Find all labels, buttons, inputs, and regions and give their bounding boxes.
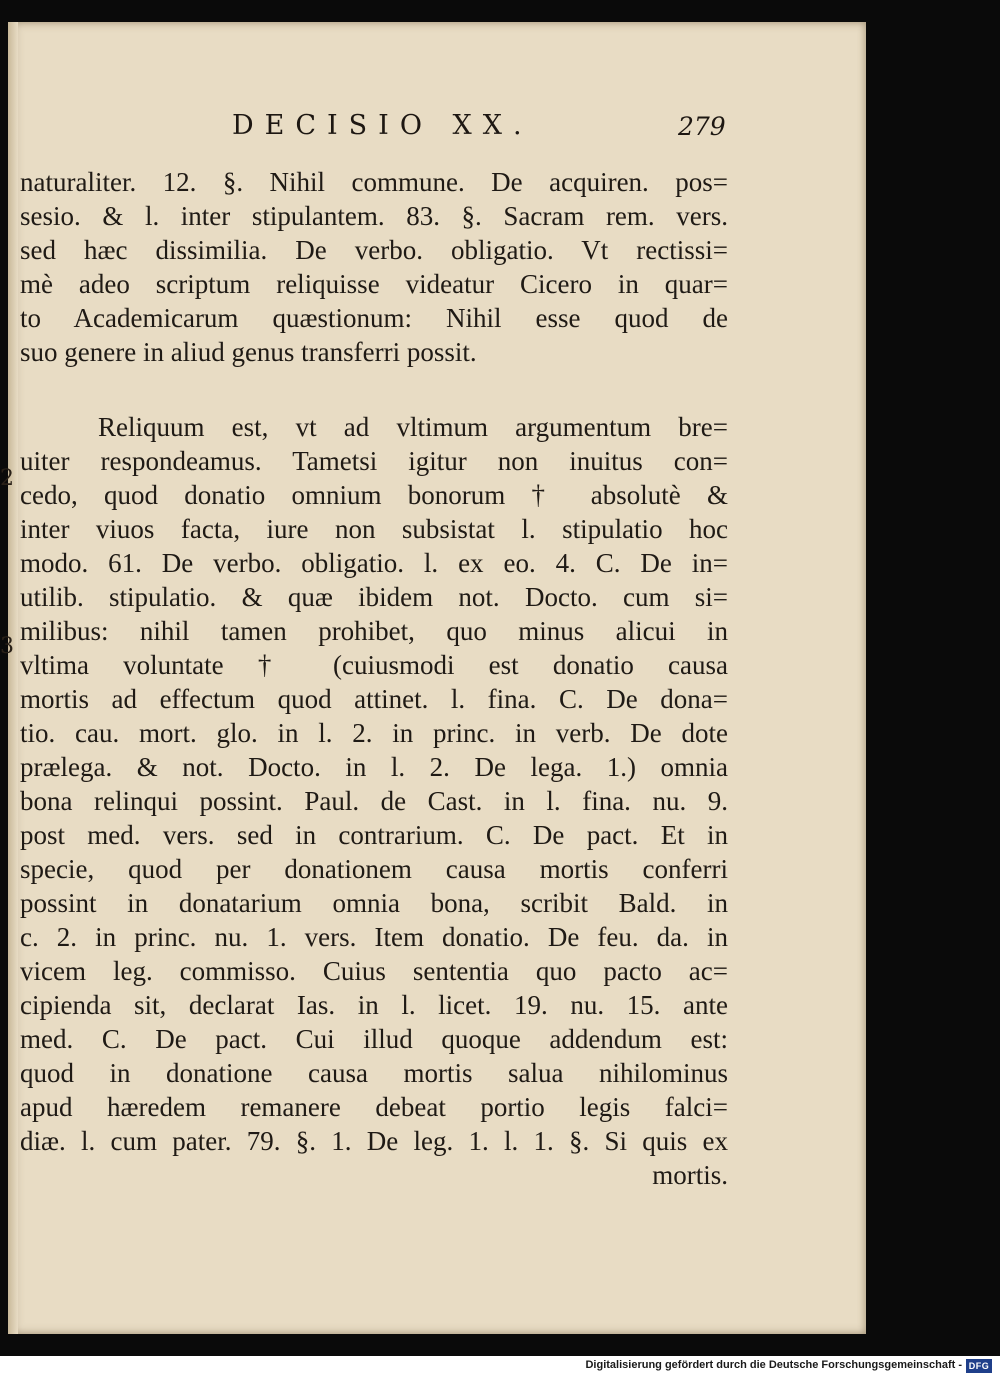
margin-note-2: 2 <box>0 466 14 491</box>
text-line: post med. vers. sed in contrarium. C. De pact. Et in <box>20 820 728 850</box>
text-line: milibus: nihil tamen prohibet, quo minus alicui in <box>20 616 728 646</box>
funding-credit: Digitalisierung gefördert durch die Deutsche Forschungsgemeinschaft - <box>585 1359 962 1371</box>
text-line: mortis ad effectum quod attinet. l. fina. C. De dona= <box>20 684 728 714</box>
text-line: vltima voluntate † (cuiusmodi est donatio causa <box>20 650 728 680</box>
paragraph-2 <box>20 410 728 1192</box>
page-gutter-edge <box>8 22 18 1334</box>
catchword: mortis. <box>652 1160 728 1190</box>
text-line: to Academicarum quæstionum: Nihil esse quod de <box>20 303 728 333</box>
text-line: bona relinqui possint. Paul. de Cast. in l. fina. nu. 9. <box>20 786 728 816</box>
footer <box>0 1356 1000 1376</box>
page-header <box>8 110 866 150</box>
page-number: 279 <box>678 112 726 141</box>
text-line: vicem leg. commisso. Cuius sententia quo pacto ac= <box>20 956 728 986</box>
text-line: utilib. stipulatio. & quæ ibidem not. Docto. cum si= <box>20 582 728 612</box>
dfg-logo[interactable]: DFG <box>966 1359 992 1373</box>
book-page <box>8 22 866 1334</box>
text-line: uiter respondeamus. Tametsi igitur non inuitus con= <box>20 446 728 476</box>
text-line: cedo, quod donatio omnium bonorum † absolutè & <box>20 480 728 510</box>
text-line: apud hæredem remanere debeat portio legis falci= <box>20 1092 728 1122</box>
running-head: DECISIO XX. <box>232 110 533 141</box>
text-line: modo. 61. De verbo. obligatio. l. ex eo. 4. C. De in= <box>20 548 728 578</box>
text-line: c. 2. in princ. nu. 1. vers. Item donatio. De feu. da. in <box>20 922 728 952</box>
text-line: suo genere in aliud genus transferri possit. <box>20 337 477 367</box>
text-line: mè adeo scriptum reliquisse videatur Cicero in quar= <box>20 269 728 299</box>
text-line: diæ. l. cum pater. 79. §. 1. De leg. 1. l. 1. §. Si quis ex <box>20 1126 728 1156</box>
text-line: prælega. & not. Docto. in l. 2. De lega. 1.) omnia <box>20 752 728 782</box>
text-line: naturaliter. 12. §. Nihil commune. De acquiren. pos= <box>20 167 728 197</box>
margin-note-3: 3 <box>0 634 14 659</box>
text-line: quod in donatione causa mortis salua nihilominus <box>20 1058 728 1088</box>
text-line: possint in donatarium omnia bona, scribit Bald. in <box>20 888 728 918</box>
text-line: inter viuos facta, iure non subsistat l. stipulatio hoc <box>20 514 728 544</box>
text-line: cipienda sit, declarat Ias. in l. licet. 19. nu. 15. ante <box>20 990 728 1020</box>
text-line: Reliquum est, vt ad vltimum argumentum bre= <box>98 412 728 442</box>
paragraph-1 <box>20 165 728 369</box>
text-line: specie, quod per donationem causa mortis conferri <box>20 854 728 884</box>
text-line: sed hæc dissimilia. De verbo. obligatio. Vt rectissi= <box>20 235 728 265</box>
text-line: tio. cau. mort. glo. in l. 2. in princ. in verb. De dote <box>20 718 728 748</box>
text-line: sesio. & l. inter stipulantem. 83. §. Sacram rem. vers. <box>20 201 728 231</box>
text-line: med. C. De pact. Cui illud quoque addendum est: <box>20 1024 728 1054</box>
